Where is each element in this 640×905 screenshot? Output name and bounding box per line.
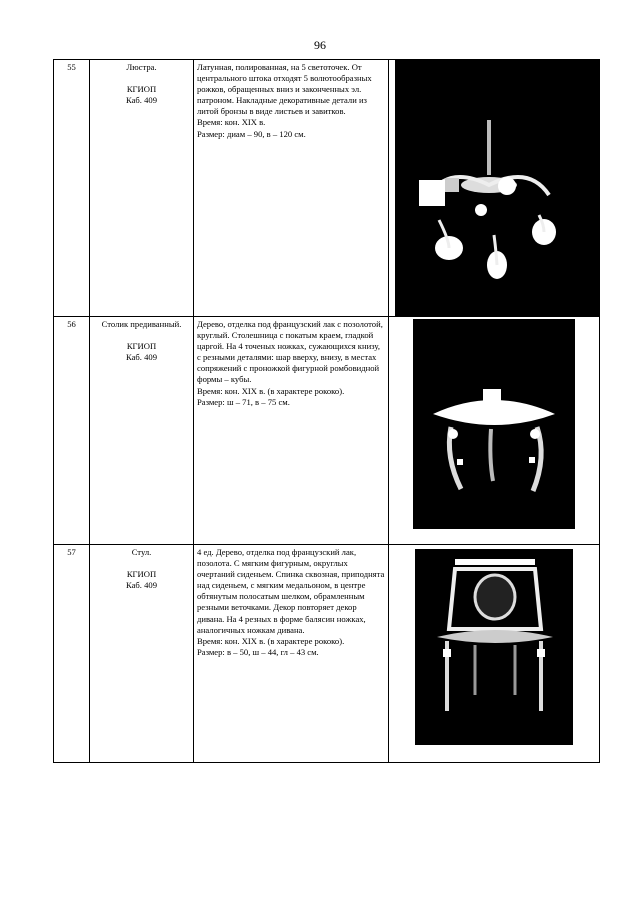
item-number: 57 (54, 545, 90, 763)
chandelier-photo (389, 60, 599, 316)
item-room: Каб. 409 (126, 95, 157, 106)
item-name-cell (90, 545, 194, 763)
item-size: Размер: диам – 90, в – 120 см. (197, 128, 306, 139)
item-description-cell (194, 317, 389, 545)
item-name: Стул. (131, 547, 152, 557)
chair-photo (415, 549, 573, 745)
item-description-cell (194, 545, 389, 763)
item-room: Каб. 409 (126, 352, 157, 363)
item-organization: КГИОП (126, 341, 157, 352)
inventory-table (53, 59, 600, 763)
item-description: Дерево, отделка под французский лак с позолотой, круглый. Столешница с покатым краем, гладкой царгой. На 4 точеных ножках, сужающихся книзу, с резными деталями: шар вверху, внизу, в местах сопряжений с проножкой фигурной ромбовидной формы – кубы. (197, 319, 383, 385)
item-photo-cell (389, 545, 600, 763)
item-room: Каб. 409 (126, 580, 157, 591)
table-row (54, 545, 600, 763)
page-number: 96 (314, 38, 326, 52)
item-time: Время: кон. XIX в. (в характере рококо). (197, 385, 345, 396)
item-description: Латунная, полированная, на 5 светоточек. От центрального штока отходят 5 волютообразных рожков, обращенных вниз и законченных эл. патроном. Накладные декоративные детали из литой бронзы в виде листьев и завитков. (197, 62, 372, 117)
table-row (54, 317, 600, 545)
item-name-cell (90, 60, 194, 317)
item-description-cell (194, 60, 389, 317)
item-name-cell (90, 317, 194, 545)
item-size: Размер: ш – 71, в – 75 см. (197, 396, 290, 407)
item-organization: КГИОП (126, 569, 157, 580)
item-description: 4 ед. Дерево, отделка под французский лак, позолота. С мягким фигурным, округлых очертаний сиденьем. Спинка сквозная, приподнята над сиденьем, с мягким медальоном, в центре обтянутым полосатым шелком, обрамленным резными веточками. Декор повторяет декор дивана. На 4 резных в форме балясин ножках, аналогичных ножкам дивана. (197, 547, 385, 635)
item-time: Время: кон. XIX в. (в характере рококо). (197, 635, 345, 646)
table-row (54, 60, 600, 317)
item-photo-cell (389, 317, 600, 545)
item-size: Размер: в – 50, ш – 44, гл – 43 см. (197, 646, 319, 657)
side-table-photo (413, 319, 575, 529)
item-time: Время: кон. XIX в. (197, 117, 266, 128)
item-name: Люстра. (126, 62, 157, 72)
item-organization: КГИОП (126, 84, 157, 95)
item-number: 55 (54, 60, 90, 317)
item-photo-cell (389, 60, 600, 317)
item-number: 56 (54, 317, 90, 545)
item-name: Столик предиванный. (101, 319, 182, 329)
